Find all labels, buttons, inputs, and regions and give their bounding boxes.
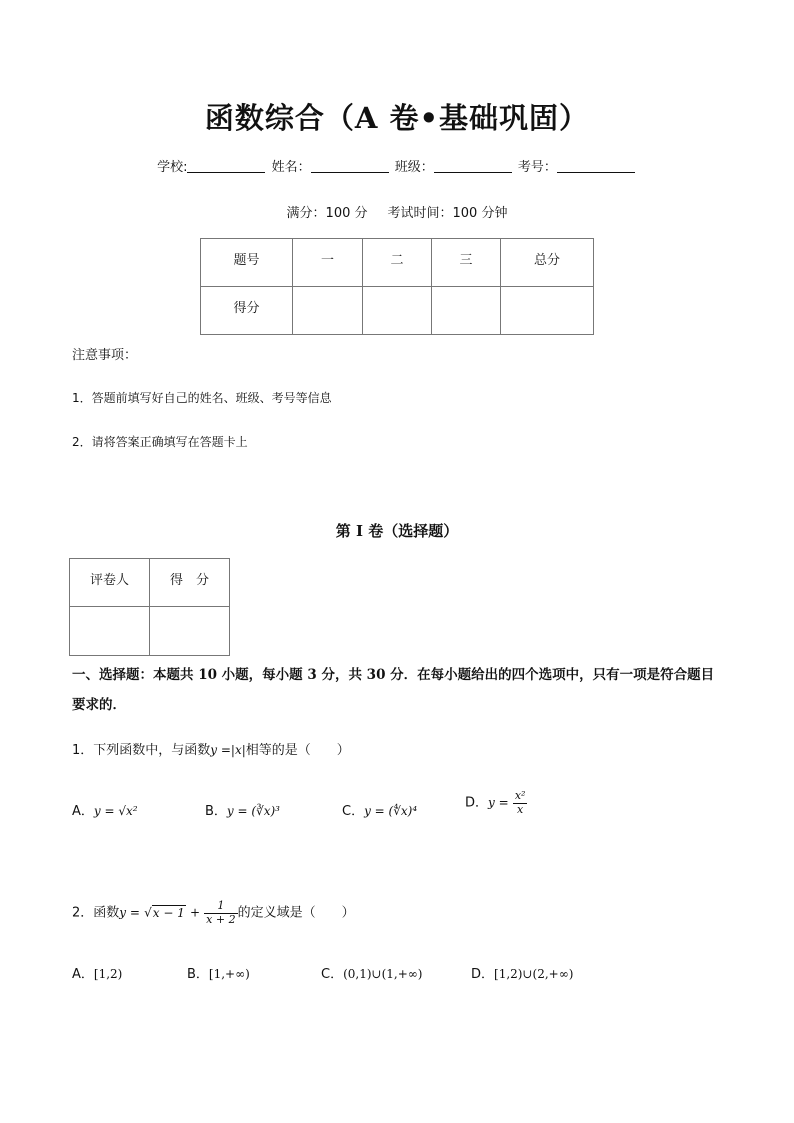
score-cell[interactable] <box>293 287 363 335</box>
score-row-label: 得分 <box>201 287 293 335</box>
score-header-cell: 总分 <box>501 239 594 287</box>
fraction-denominator: x <box>517 802 524 816</box>
full-score: 满分：100 分 <box>286 206 368 221</box>
score-header-cell: 三 <box>432 239 501 287</box>
option-label: D． <box>471 967 495 982</box>
name-label: 姓名： <box>271 160 311 175</box>
option-math: [1,2)∪(2,+∞) <box>494 967 574 981</box>
section-instruction: 一、选择题：本题共 10 小题，每小题 3 分，共 30 分．在每小题给出的四个选项中，只有一项是符合题目 <box>72 667 715 683</box>
section-instruction: 要求的． <box>72 697 126 713</box>
option-label: D． <box>465 795 489 811</box>
option-math: y = (∛x)³ <box>226 804 280 818</box>
question-1-stem <box>72 739 350 758</box>
score-header-cell: 题号 <box>201 239 293 287</box>
score-header-cell: 一 <box>293 239 363 287</box>
option-label: A． <box>72 967 94 982</box>
score-cell[interactable] <box>363 287 432 335</box>
note-item: 2．请将答案正确填写在答题卡上 <box>72 435 248 449</box>
option-label: B． <box>205 804 227 819</box>
option-math: y = <box>488 795 509 810</box>
fraction-numerator: 1 <box>204 900 237 914</box>
sqrt-icon: √ <box>144 905 152 920</box>
q1-option-d[interactable] <box>465 790 527 816</box>
exam-number-label: 考号： <box>517 160 557 175</box>
exam-time: 考试时间：100 分钟 <box>387 206 508 221</box>
option-math: y = √x² <box>93 804 138 818</box>
option-math: y = (∜x)⁴ <box>364 804 418 818</box>
exam-meta <box>0 202 794 221</box>
q1-prefix: 1．下列函数中，与函数 <box>72 743 211 758</box>
grader-cell[interactable] <box>150 607 230 656</box>
q2-radicand: x − 1 <box>152 905 185 920</box>
grader-header-row <box>70 559 230 607</box>
q2-option-b[interactable] <box>187 963 250 982</box>
score-table <box>200 238 594 335</box>
option-math: [1,2) <box>93 967 123 981</box>
class-blank[interactable] <box>434 159 512 173</box>
section-title: 第 I 卷（选择题） <box>335 522 459 540</box>
q2-prefix: 2．函数 <box>72 905 120 921</box>
name-blank[interactable] <box>311 159 389 173</box>
fraction-denominator: x + 2 <box>206 912 236 926</box>
option-label: B． <box>187 967 209 982</box>
q2-suffix: 的定义域是（ ） <box>237 905 355 921</box>
q2-option-a[interactable] <box>72 963 122 982</box>
score-cell[interactable] <box>432 287 501 335</box>
q1-option-b[interactable] <box>205 800 280 819</box>
option-math: [1,+∞) <box>208 967 250 981</box>
score-cell[interactable] <box>501 287 594 335</box>
option-label: C． <box>342 804 365 819</box>
school-label: 学校: <box>157 160 188 175</box>
exam-title: 函数综合（A 卷•基础巩固） <box>204 101 590 135</box>
option-math: (0,1)∪(1,+∞) <box>343 967 423 981</box>
notes-title: 注意事项： <box>72 348 138 363</box>
q1-suffix: 相等的是（ ） <box>245 743 350 758</box>
option-fraction <box>513 790 528 816</box>
q2-fraction <box>204 900 237 926</box>
q2-formula-lhs: y = <box>119 905 140 920</box>
option-label: C． <box>321 967 344 982</box>
fraction-numerator: x² <box>514 789 526 802</box>
score-header-cell: 二 <box>363 239 432 287</box>
q1-formula: y =|x| <box>210 743 246 757</box>
score-table-score-row <box>201 287 594 335</box>
class-label: 班级： <box>394 160 434 175</box>
q1-option-a[interactable] <box>72 800 138 819</box>
grader-table <box>69 558 230 656</box>
q2-option-d[interactable] <box>471 963 573 982</box>
option-label: A． <box>72 804 94 819</box>
q2-plus: + <box>189 905 201 920</box>
grader-cell[interactable] <box>70 607 150 656</box>
grader-header-cell: 得 分 <box>150 559 230 607</box>
note-item: 1．答题前填写好自己的姓名、班级、考号等信息 <box>72 391 332 405</box>
exam-number-blank[interactable] <box>557 159 635 173</box>
grader-input-row <box>70 607 230 656</box>
q1-option-c[interactable] <box>342 800 417 819</box>
school-blank[interactable] <box>187 159 265 173</box>
q2-option-c[interactable] <box>321 963 422 982</box>
question-2-stem <box>72 900 355 926</box>
student-info-line <box>0 156 794 175</box>
grader-header-cell: 评卷人 <box>70 559 150 607</box>
score-table-header-row <box>201 239 594 287</box>
